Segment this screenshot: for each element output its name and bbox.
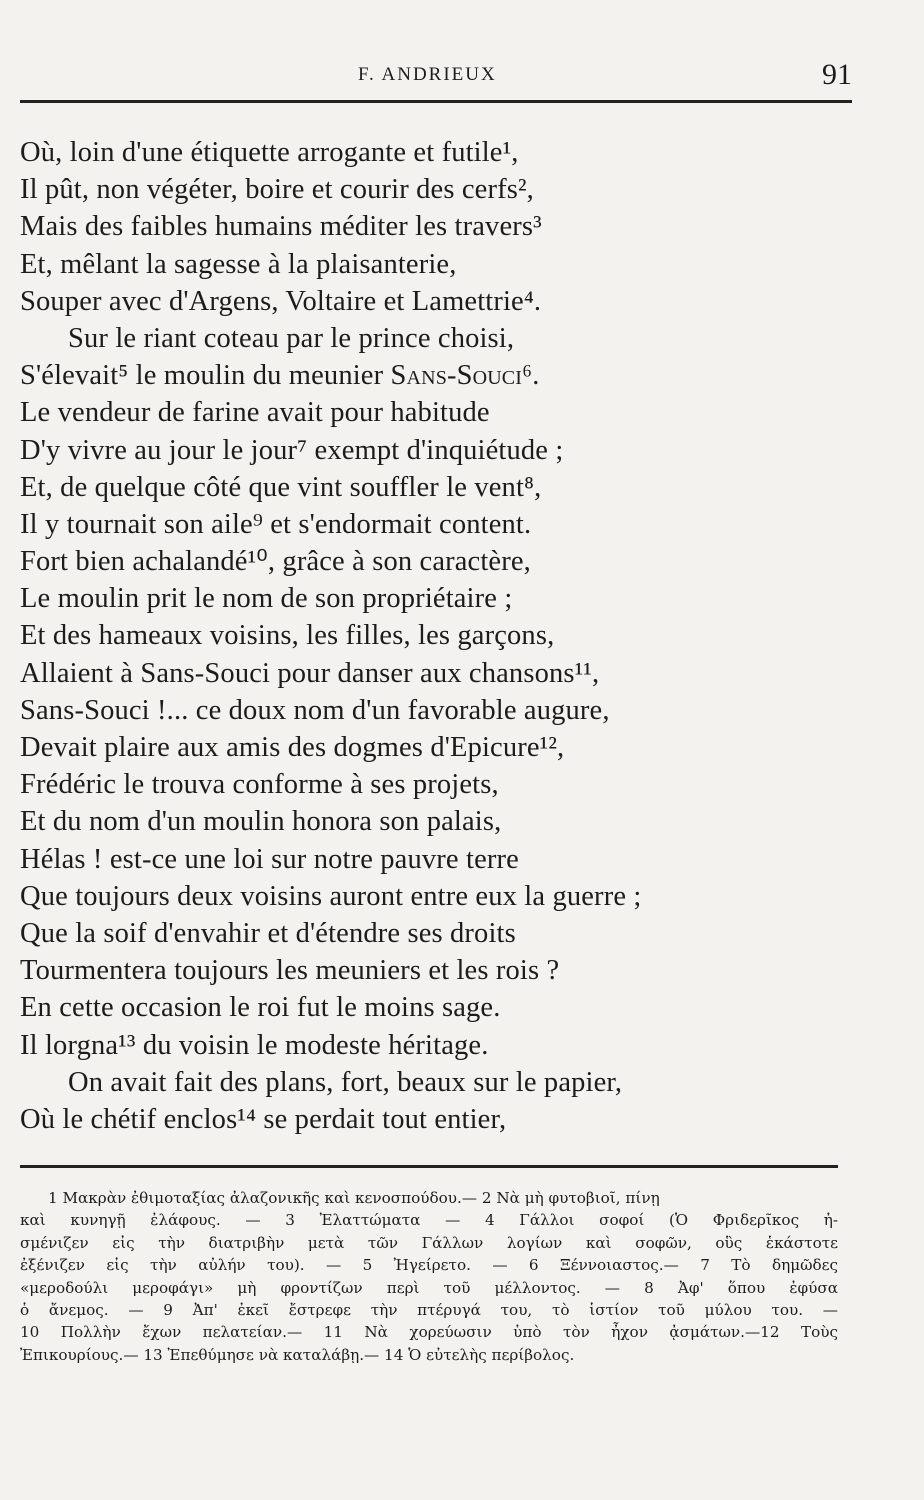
- verse-line: Mais des faibles humains méditer les travers³: [20, 211, 542, 243]
- verse-line: Et des hameaux voisins, les filles, les garçons,: [20, 620, 555, 652]
- verse-line: Sur le riant coteau par le prince choisi,: [68, 322, 515, 354]
- verse-line: Que la soif d'envahir et d'étendre ses droits: [20, 917, 516, 949]
- verse-line: Le vendeur de farine avait pour habitude: [20, 397, 490, 429]
- verse-line: S'élevait⁵ le moulin du meunier: [20, 360, 384, 392]
- verse-line: Hélas ! est-ce une loi sur notre pauvre terre: [20, 843, 519, 875]
- verse-line-sans-souci: [20, 357, 840, 394]
- verse-line: Allaient à Sans-Souci pour danser aux chansons¹¹,: [20, 657, 600, 689]
- footnote-line: 1 Μακρὰν ἐθιμοταξίας ἀλαζονικῆς καὶ κενοσπούδου.— 2 Νὰ μὴ φυτοβιοῖ, πίνῃ: [48, 1189, 660, 1207]
- footnote-line: ὁ ἄνεμος. — 9 Ἀπ' ἐκεῖ ἔστρεφε τὴν πτέρυγά του, τὸ ἱστίον τοῦ μύλου του. —: [20, 1300, 838, 1319]
- footnote-line: ἐξένιζεν εἰς τὴν αὐλήν του). — 5 Ἠγείρετο. — 6 Ξέννοιαστος.— 7 Τὸ δημῶδες: [20, 1256, 838, 1275]
- verse-line: Que toujours deux voisins auront entre eux la guerre ;: [20, 880, 642, 912]
- verse-line: Il pût, non végéter, boire et courir des cerfs²,: [20, 174, 534, 206]
- verse-line: Devait plaire aux amis des dogmes d'Epicure¹²,: [20, 732, 565, 763]
- verse-line: D'y vivre au jour le jour⁷ exempt d'inquiétude ;: [20, 434, 564, 466]
- verse-line: Où, loin d'une étiquette arrogante et futile¹,: [20, 137, 519, 168]
- verse-line: Il y tournait son aile⁹ et s'endormait content.: [20, 508, 532, 540]
- poem-text: [20, 134, 840, 1138]
- footnote-line: «μεροδούλι μεροφάγι» μὴ φροντίζων περὶ τοῦ μέλλοντος. — 8 Ἀφ' ὅπου ἐφύσα: [20, 1278, 838, 1297]
- verse-line: Le moulin prit le nom de son propriétaire ;: [20, 583, 513, 615]
- verse-line: Fort bien achalandé¹⁰, grâce à son caractère,: [20, 546, 531, 578]
- verse-line: Souper avec d'Argens, Voltaire et Lamettrie⁴.: [20, 285, 542, 317]
- verse-line: Et, mêlant la sagesse à la plaisanterie,: [20, 248, 457, 280]
- verse-line: Il lorgna¹³ du voisin le modeste héritage.: [20, 1029, 489, 1061]
- footnotes: [20, 1187, 838, 1366]
- footnote-line: σμένιζεν εἰς τὴν διατριβὴν μετὰ τῶν Γάλλων λογίων καὶ σοφῶν, οὓς ἑκάστοτε: [20, 1233, 838, 1252]
- page-header: [20, 58, 852, 100]
- mill-name: Sans-Souci⁶.: [390, 360, 540, 392]
- footnote-line: Ἐπικουρίους.— 13 Ἐπεθύμησε νὰ καταλάβῃ.— 14 Ὁ εὐτελὴς περίβολος.: [20, 1345, 575, 1364]
- verse-line: Sans-Souci !... ce doux nom d'un favorable augure,: [20, 694, 610, 726]
- page-number: 91: [822, 58, 852, 91]
- running-head: F. ANDRIEUX: [358, 64, 497, 85]
- verse-line: On avait fait des plans, fort, beaux sur le papier,: [68, 1066, 623, 1098]
- verse-line: Tourmentera toujours les meuniers et les rois ?: [20, 955, 560, 987]
- verse-line: Où le chétif enclos¹⁴ se perdait tout entier,: [20, 1103, 507, 1135]
- verse-line: En cette occasion le roi fut le moins sage.: [20, 992, 501, 1024]
- verse-line: Et, de quelque côté que vint souffler le vent⁸,: [20, 471, 542, 503]
- verse-line: Et du nom d'un moulin honora son palais,: [20, 806, 502, 838]
- header-rule: [20, 100, 852, 103]
- verse-line: Frédéric le trouva conforme à ses projets,: [20, 769, 499, 801]
- footnote-line: 10 Πολλὴν ἔχων πελατείαν.— 11 Νὰ χορεύωσιν ὑπὸ τὸν ἦχον ᾀσμάτων.—12 Τοὺς: [20, 1323, 838, 1342]
- footnote-rule: [20, 1165, 838, 1168]
- footnote-line: καὶ κυνηγῇ ἐλάφους. — 3 Ἐλαττώματα — 4 Γάλλοι σοφοί (Ὁ Φριδερῖκος ἠ-: [20, 1211, 838, 1230]
